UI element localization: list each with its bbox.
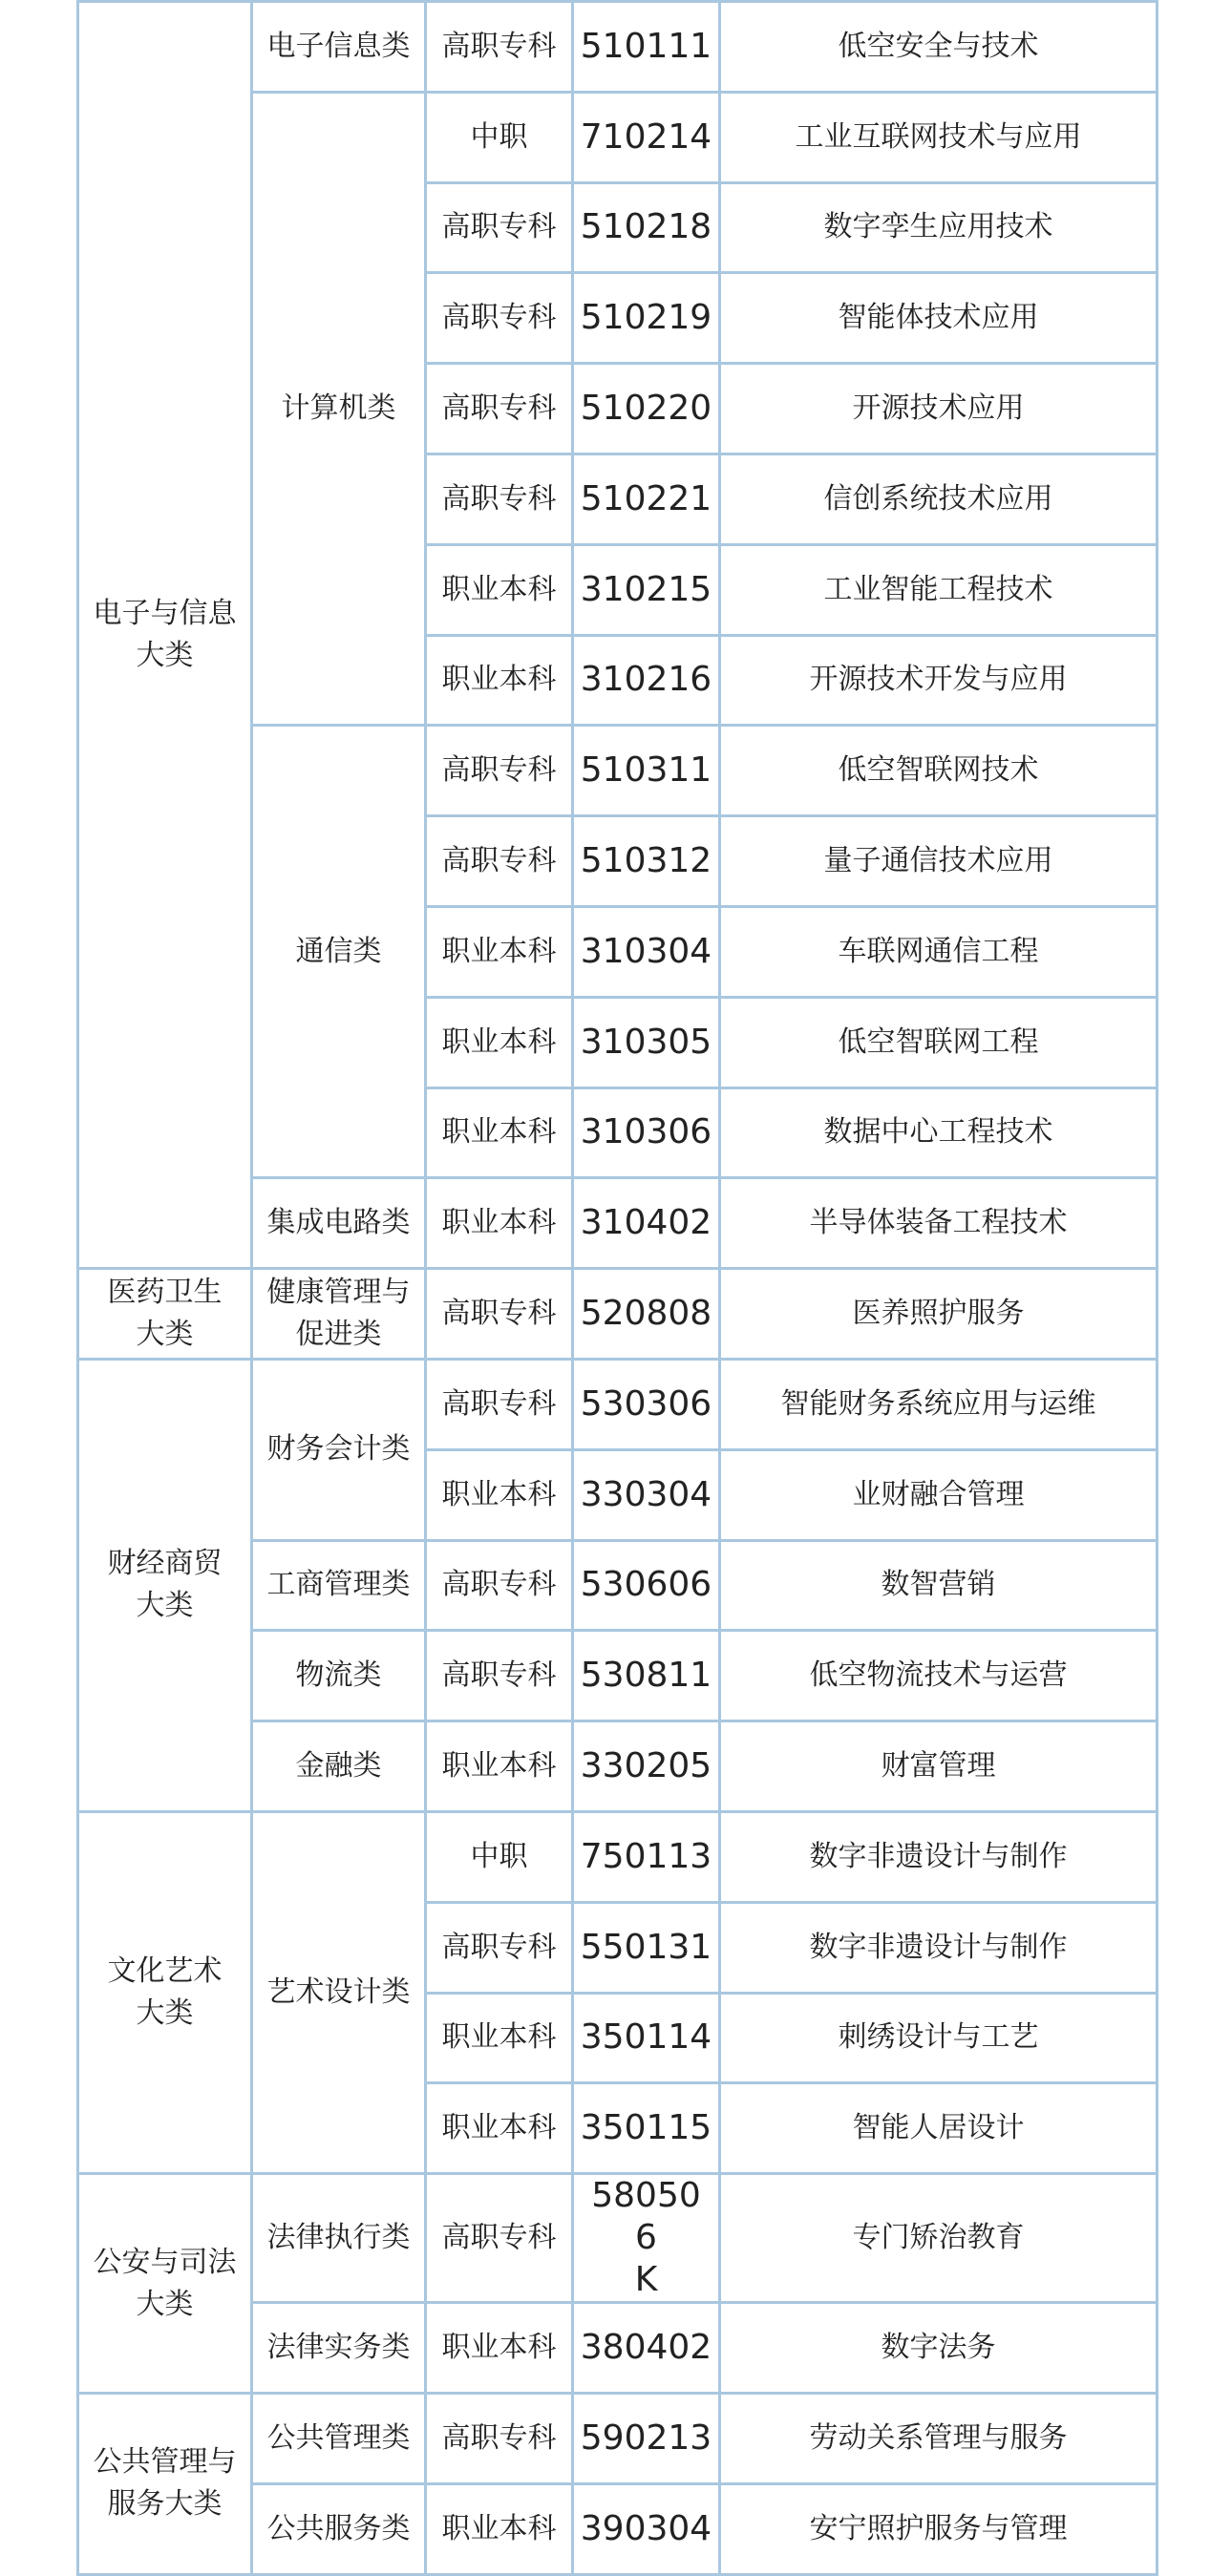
table-row	[78, 1269, 1158, 1360]
level-cell: 高职专科	[426, 1359, 573, 1449]
major-name-cell: 数字非遗设计与制作	[720, 1811, 1158, 1902]
major-name-cell: 数字孪生应用技术	[720, 182, 1158, 273]
subcategory-cell: 法律实务类	[252, 2303, 426, 2394]
subcategory-cell: 法律执行类	[252, 2174, 426, 2303]
code-cell: 510219	[573, 273, 720, 364]
level-cell: 中职	[426, 1811, 573, 1902]
major-name-cell: 低空安全与技术	[720, 2, 1158, 93]
level-cell: 高职专科	[426, 2393, 573, 2483]
code-cell: 750113	[573, 1811, 720, 1902]
table-row	[78, 2174, 1158, 2303]
subcategory-cell: 金融类	[252, 1721, 426, 1812]
code-cell: 580506 K	[573, 2174, 720, 2303]
major-name-cell: 智能人居设计	[720, 2083, 1158, 2174]
major-name-cell: 智能体技术应用	[720, 273, 1158, 364]
level-cell: 高职专科	[426, 1540, 573, 1631]
code-cell: 310216	[573, 635, 720, 726]
subcategory-cell: 财务会计类	[252, 1359, 426, 1540]
level-cell: 职业本科	[426, 1721, 573, 1812]
major-name-cell: 数智营销	[720, 1540, 1158, 1631]
level-cell: 职业本科	[426, 906, 573, 997]
code-cell: 310305	[573, 997, 720, 1087]
code-cell: 510312	[573, 816, 720, 907]
level-cell: 高职专科	[426, 182, 573, 273]
code-cell: 590213	[573, 2393, 720, 2483]
major-name-cell: 半导体装备工程技术	[720, 1178, 1158, 1269]
major-name-cell: 低空物流技术与运营	[720, 1631, 1158, 1721]
subcategory-cell: 电子信息类	[252, 2, 426, 93]
table-row	[78, 2393, 1158, 2483]
subcategory-cell: 艺术设计类	[252, 1811, 426, 2173]
code-cell: 380402	[573, 2303, 720, 2394]
level-cell: 高职专科	[426, 1631, 573, 1721]
code-cell: 550131	[573, 1902, 720, 1993]
code-cell: 530606	[573, 1540, 720, 1631]
level-cell: 中职	[426, 92, 573, 182]
major-name-cell: 工业互联网技术与应用	[720, 92, 1158, 182]
code-cell: 510221	[573, 454, 720, 544]
code-cell: 310215	[573, 544, 720, 635]
level-cell: 职业本科	[426, 997, 573, 1087]
level-cell: 职业本科	[426, 1178, 573, 1269]
level-cell: 职业本科	[426, 1449, 573, 1540]
code-cell: 310402	[573, 1178, 720, 1269]
major-name-cell: 开源技术应用	[720, 364, 1158, 454]
major-name-cell: 刺绣设计与工艺	[720, 1993, 1158, 2083]
category-cell: 公安与司法 大类	[78, 2174, 252, 2394]
major-name-cell: 业财融合管理	[720, 1449, 1158, 1540]
level-cell: 职业本科	[426, 1993, 573, 2083]
code-cell: 510220	[573, 364, 720, 454]
subcategory-cell: 物流类	[252, 1631, 426, 1721]
major-name-cell: 低空智联网技术	[720, 726, 1158, 816]
major-name-cell: 数字法务	[720, 2303, 1158, 2394]
subcategory-cell: 公共服务类	[252, 2483, 426, 2574]
code-cell: 390304	[573, 2483, 720, 2574]
level-cell: 职业本科	[426, 2083, 573, 2174]
level-cell: 高职专科	[426, 726, 573, 816]
major-name-cell: 车联网通信工程	[720, 906, 1158, 997]
major-name-cell: 智能财务系统应用与运维	[720, 1359, 1158, 1449]
category-cell: 医药卫生 大类	[78, 1269, 252, 1360]
majors-table	[76, 0, 1158, 2576]
subcategory-cell: 通信类	[252, 726, 426, 1178]
code-cell: 710214	[573, 92, 720, 182]
major-name-cell: 工业智能工程技术	[720, 544, 1158, 635]
category-cell: 公共管理与 服务大类	[78, 2393, 252, 2574]
major-name-cell: 开源技术开发与应用	[720, 635, 1158, 726]
code-cell: 350114	[573, 1993, 720, 2083]
subcategory-cell: 健康管理与 促进类	[252, 1269, 426, 1360]
major-name-cell: 数字非遗设计与制作	[720, 1902, 1158, 1993]
subcategory-cell: 工商管理类	[252, 1540, 426, 1631]
level-cell: 高职专科	[426, 454, 573, 544]
code-cell: 330205	[573, 1721, 720, 1812]
code-cell: 510218	[573, 182, 720, 273]
code-cell: 310306	[573, 1087, 720, 1178]
level-cell: 职业本科	[426, 544, 573, 635]
table-row	[78, 1811, 1158, 1902]
category-cell: 财经商贸 大类	[78, 1359, 252, 1811]
major-name-cell: 低空智联网工程	[720, 997, 1158, 1087]
code-cell: 330304	[573, 1449, 720, 1540]
level-cell: 高职专科	[426, 1902, 573, 1993]
major-name-cell: 数据中心工程技术	[720, 1087, 1158, 1178]
level-cell: 职业本科	[426, 2483, 573, 2574]
subcategory-cell: 计算机类	[252, 92, 426, 726]
subcategory-cell: 集成电路类	[252, 1178, 426, 1269]
major-name-cell: 信创系统技术应用	[720, 454, 1158, 544]
major-name-cell: 安宁照护服务与管理	[720, 2483, 1158, 2574]
level-cell: 高职专科	[426, 2, 573, 93]
major-name-cell: 医养照护服务	[720, 1269, 1158, 1360]
code-cell: 530306	[573, 1359, 720, 1449]
category-cell: 电子与信息 大类	[78, 2, 252, 1269]
level-cell: 高职专科	[426, 2174, 573, 2303]
category-cell: 文化艺术 大类	[78, 1811, 252, 2173]
code-cell: 350115	[573, 2083, 720, 2174]
code-cell: 310304	[573, 906, 720, 997]
code-cell: 530811	[573, 1631, 720, 1721]
major-name-cell: 劳动关系管理与服务	[720, 2393, 1158, 2483]
level-cell: 高职专科	[426, 273, 573, 364]
level-cell: 高职专科	[426, 364, 573, 454]
level-cell: 职业本科	[426, 1087, 573, 1178]
level-cell: 职业本科	[426, 635, 573, 726]
code-cell: 510111	[573, 2, 720, 93]
major-name-cell: 专门矫治教育	[720, 2174, 1158, 2303]
table-row	[78, 1359, 1158, 1449]
level-cell: 高职专科	[426, 1269, 573, 1360]
major-name-cell: 量子通信技术应用	[720, 816, 1158, 907]
code-cell: 520808	[573, 1269, 720, 1360]
subcategory-cell: 公共管理类	[252, 2393, 426, 2483]
level-cell: 高职专科	[426, 816, 573, 907]
major-name-cell: 财富管理	[720, 1721, 1158, 1812]
level-cell: 职业本科	[426, 2303, 573, 2394]
code-cell: 510311	[573, 726, 720, 816]
table-row	[78, 2, 1158, 93]
